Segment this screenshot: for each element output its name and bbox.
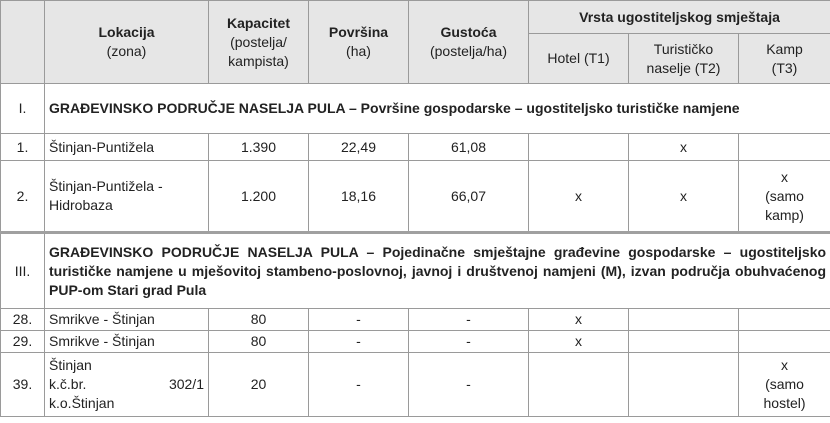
row-lokacija-kcbr: k.č.br. (49, 376, 87, 392)
row-kamp-l3: kamp) (765, 206, 804, 223)
header-povrsina (309, 1, 409, 84)
section-row-1 (1, 84, 830, 134)
row-num: 1. (1, 134, 45, 161)
header-kapacitet-unit1: (postelja/ (230, 33, 287, 50)
row-hotel (529, 353, 629, 417)
header-turisticko-l2: naselje (T2) (646, 59, 721, 76)
table-row (1, 309, 830, 331)
row-lokacija-parcel: 302/1 (168, 376, 204, 392)
row-povrsina: 18,16 (309, 161, 409, 233)
section-3-text: GRAĐEVINSKO PODRUČJE NASELJA PULA – Pojedinačne smještajne građevine gospodarske – ugostiteljsko turističke namjene u mješovitoj stambeno-poslovnoj, javnoj i društvenoj namjeni (M), izvan područja obuhvaćenog PUP-om Stari grad Pula (45, 233, 830, 309)
section-1-num: I. (1, 84, 45, 134)
row-hotel: x (529, 161, 629, 233)
section-3-num: III. (1, 233, 45, 309)
row-kamp (739, 161, 830, 233)
row-kamp-l2: (samo (765, 376, 804, 392)
row-kamp-l3: hostel) (763, 395, 806, 411)
row-lokacija: Smrikve - Štinjan (45, 309, 209, 331)
row-lokacija (45, 353, 209, 417)
header-kamp-l1: Kamp (766, 40, 803, 57)
table-row (1, 331, 830, 353)
header-turisticko (629, 34, 739, 84)
row-kamp-l1: x (781, 357, 789, 373)
row-gustoca: 61,08 (409, 134, 529, 161)
row-lokacija-l1: Štinjan (49, 357, 92, 373)
header-lokacija-label: Lokacija (98, 24, 155, 40)
row-kamp-l2: (samo (765, 187, 804, 204)
row-lokacija: Smrikve - Štinjan (45, 331, 209, 353)
row-kamp (739, 309, 830, 331)
row-num: 2. (1, 161, 45, 233)
section-row-3 (1, 233, 830, 309)
header-gustoca-label: Gustoća (440, 24, 497, 40)
row-kamp (739, 353, 830, 417)
row-num: 39. (1, 353, 45, 417)
row-hotel: x (529, 309, 629, 331)
row-turisticko (629, 309, 739, 331)
header-povrsina-label: Površina (328, 24, 389, 40)
row-kapacitet: 80 (209, 309, 309, 331)
row-kamp (739, 331, 830, 353)
row-hotel: x (529, 331, 629, 353)
row-povrsina: - (309, 331, 409, 353)
section-1-text: GRAĐEVINSKO PODRUČJE NASELJA PULA – Površine gospodarske – ugostiteljsko turističke namjene (45, 84, 830, 134)
row-gustoca: - (409, 309, 529, 331)
row-gustoca: - (409, 331, 529, 353)
header-zona-label: (zona) (106, 43, 147, 59)
header-vrsta: Vrsta ugostiteljskog smještaja (529, 1, 830, 34)
row-lokacija: Štinjan-Puntižela (45, 134, 209, 161)
row-num: 29. (1, 331, 45, 353)
row-kapacitet: 1.200 (209, 161, 309, 233)
header-row-1 (1, 1, 830, 34)
table-row (1, 161, 830, 233)
row-povrsina: - (309, 353, 409, 417)
row-gustoca: 66,07 (409, 161, 529, 233)
row-lokacija-l2 (49, 375, 204, 394)
header-kapacitet-label: Kapacitet (226, 14, 291, 31)
table-row (1, 353, 830, 417)
row-turisticko: x (629, 161, 739, 233)
row-povrsina: 22,49 (309, 134, 409, 161)
header-turisticko-l1: Turističko (653, 40, 714, 57)
header-hotel: Hotel (T1) (529, 34, 629, 84)
row-kamp (739, 134, 830, 161)
row-turisticko (629, 331, 739, 353)
header-kapacitet (209, 1, 309, 84)
header-kamp (739, 34, 830, 84)
row-kapacitet: 1.390 (209, 134, 309, 161)
row-hotel (529, 134, 629, 161)
table-row (1, 134, 830, 161)
row-kapacitet: 20 (209, 353, 309, 417)
row-turisticko: x (629, 134, 739, 161)
header-lokacija (45, 1, 209, 84)
row-lokacija (45, 161, 209, 233)
row-lokacija-l1: Štinjan-Puntižela - (49, 178, 163, 194)
row-gustoca: - (409, 353, 529, 417)
header-num (1, 1, 45, 84)
header-povrsina-unit: (ha) (346, 43, 371, 59)
row-lokacija-l2: Hidrobaza (49, 197, 113, 213)
row-num: 28. (1, 309, 45, 331)
row-turisticko (629, 353, 739, 417)
header-kapacitet-unit2: kampista) (228, 52, 289, 69)
header-kamp-l2: (T3) (771, 59, 798, 76)
row-lokacija-l3: k.o.Štinjan (49, 395, 115, 411)
header-gustoca (409, 1, 529, 84)
header-gustoca-unit: (postelja/ha) (429, 43, 508, 59)
row-povrsina: - (309, 309, 409, 331)
row-kapacitet: 80 (209, 331, 309, 353)
row-kamp-l1: x (781, 168, 789, 185)
